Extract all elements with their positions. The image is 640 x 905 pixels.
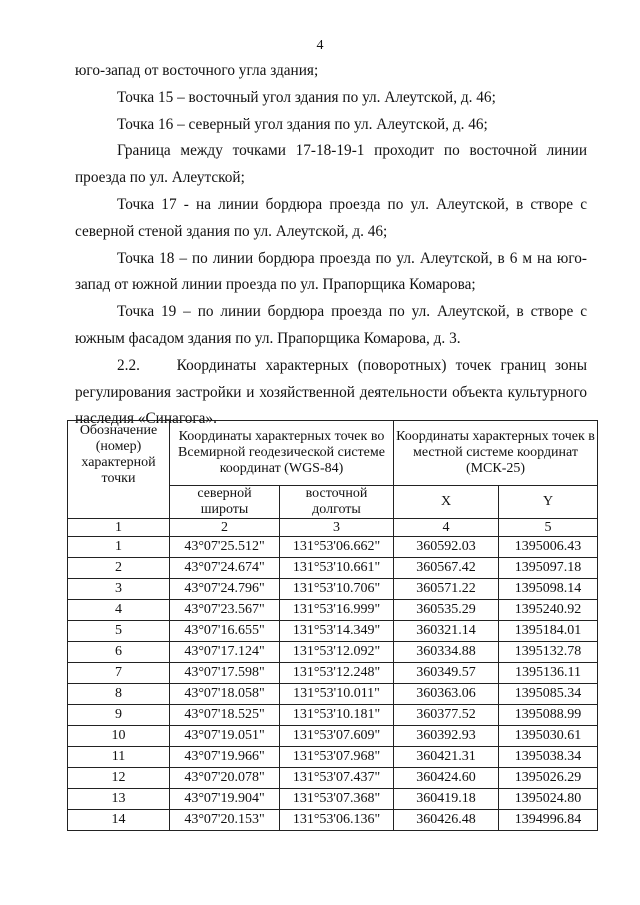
- cell-latitude: 43°07'19.051": [170, 726, 280, 747]
- cell-x: 360419.18: [394, 789, 499, 810]
- cell-y: 1395030.61: [499, 726, 598, 747]
- header-msk25: Координаты характерных точек в местной системе координат (МСК-25): [394, 421, 598, 486]
- cell-latitude: 43°07'23.567": [170, 600, 280, 621]
- cell-longitude: 131°53'10.181": [280, 705, 394, 726]
- cell-latitude: 43°07'18.525": [170, 705, 280, 726]
- column-number-row: [68, 519, 598, 537]
- cell-y: 1395136.11: [499, 663, 598, 684]
- table-row: [68, 642, 598, 663]
- cell-latitude: 43°07'17.598": [170, 663, 280, 684]
- header-wgs84: Координаты характерных точек во Всемирной геодезической системе координат (WGS-84): [170, 421, 394, 486]
- cell-latitude: 43°07'25.512": [170, 537, 280, 558]
- cell-longitude: 131°53'06.136": [280, 810, 394, 831]
- column-number: 3: [280, 519, 394, 537]
- paragraph-point-17: Точка 17 - на линии бордюра проезда по ул. Алеутской, в створе с северной стеной здания по ул. Алеутской, д. 46;: [75, 195, 587, 240]
- cell-latitude: 43°07'17.124": [170, 642, 280, 663]
- header-latitude: северной широты: [170, 486, 280, 519]
- table-row: [68, 705, 598, 726]
- table-row: [68, 537, 598, 558]
- cell-point-number: 14: [68, 810, 170, 831]
- cell-latitude: 43°07'20.078": [170, 768, 280, 789]
- cell-x: 360334.88: [394, 642, 499, 663]
- column-number: 4: [394, 519, 499, 537]
- cell-latitude: 43°07'24.796": [170, 579, 280, 600]
- table-row: [68, 789, 598, 810]
- cell-longitude: 131°53'12.092": [280, 642, 394, 663]
- column-number: 5: [499, 519, 598, 537]
- cell-latitude: 43°07'16.655": [170, 621, 280, 642]
- table-row: [68, 810, 598, 831]
- cell-y: 1395038.34: [499, 747, 598, 768]
- cell-longitude: 131°53'10.706": [280, 579, 394, 600]
- cell-x: 360535.29: [394, 600, 499, 621]
- cell-y: 1395132.78: [499, 642, 598, 663]
- coordinates-table: [67, 420, 598, 831]
- cell-point-number: 11: [68, 747, 170, 768]
- cell-x: 360424.60: [394, 768, 499, 789]
- cell-latitude: 43°07'18.058": [170, 684, 280, 705]
- cell-y: 1395088.99: [499, 705, 598, 726]
- paragraph-point-16: Точка 16 – северный угол здания по ул. Алеутской, д. 46;: [117, 115, 488, 133]
- cell-x: 360592.03: [394, 537, 499, 558]
- cell-x: 360426.48: [394, 810, 499, 831]
- cell-x: 360421.31: [394, 747, 499, 768]
- cell-longitude: 131°53'14.349": [280, 621, 394, 642]
- cell-point-number: 12: [68, 768, 170, 789]
- paragraph-point-19: Точка 19 – по линии бордюра проезда по ул. Алеутской, в створе с южным фасадом здания по ул. Прапорщика Комарова, д. 3.: [75, 303, 587, 347]
- cell-point-number: 3: [68, 579, 170, 600]
- cell-y: 1394996.84: [499, 810, 598, 831]
- cell-longitude: 131°53'06.662": [280, 537, 394, 558]
- table-row: [68, 600, 598, 621]
- cell-y: 1395098.14: [499, 579, 598, 600]
- column-number: 1: [68, 519, 170, 537]
- cell-longitude: 131°53'07.968": [280, 747, 394, 768]
- cell-latitude: 43°07'24.674": [170, 558, 280, 579]
- cell-longitude: 131°53'07.609": [280, 726, 394, 747]
- header-point-designation: Обозначение (номер) характерной точки: [68, 421, 170, 519]
- cell-point-number: 2: [68, 558, 170, 579]
- cell-longitude: 131°53'16.999": [280, 600, 394, 621]
- table-row: [68, 726, 598, 747]
- table-row: [68, 579, 598, 600]
- paragraph-point-18: Точка 18 – по линии бордюра проезда по ул. Алеутской, в 6 м на юго-запад от южной линии проезда по ул. Прапорщика Комарова;: [75, 249, 587, 294]
- cell-x: 360321.14: [394, 621, 499, 642]
- cell-x: 360377.52: [394, 705, 499, 726]
- cell-y: 1395085.34: [499, 684, 598, 705]
- cell-y: 1395240.92: [499, 600, 598, 621]
- cell-y: 1395026.29: [499, 768, 598, 789]
- table-row: [68, 663, 598, 684]
- cell-point-number: 1: [68, 537, 170, 558]
- cell-point-number: 4: [68, 600, 170, 621]
- cell-point-number: 7: [68, 663, 170, 684]
- paragraph-continuation: юго-запад от восточного угла здания;: [75, 62, 319, 79]
- cell-y: 1395184.01: [499, 621, 598, 642]
- cell-point-number: 5: [68, 621, 170, 642]
- table-row: [68, 621, 598, 642]
- cell-point-number: 13: [68, 789, 170, 810]
- cell-latitude: 43°07'20.153": [170, 810, 280, 831]
- table-header-row: [68, 421, 598, 486]
- cell-x: 360349.57: [394, 663, 499, 684]
- paragraph-point-15: Точка 15 – восточный угол здания по ул. Алеутской, д. 46;: [117, 88, 496, 106]
- table-row: [68, 558, 598, 579]
- cell-x: 360567.42: [394, 558, 499, 579]
- cell-longitude: 131°53'10.661": [280, 558, 394, 579]
- table-row: [68, 684, 598, 705]
- cell-longitude: 131°53'07.368": [280, 789, 394, 810]
- cell-point-number: 8: [68, 684, 170, 705]
- table-row: [68, 747, 598, 768]
- cell-x: 360392.93: [394, 726, 499, 747]
- header-y: Y: [499, 486, 598, 519]
- paragraph-boundary-17-18-19-1: Граница между точками 17-18-19-1 проходит по восточной линии проезда по ул. Алеутской;: [75, 142, 587, 187]
- cell-longitude: 131°53'12.248": [280, 663, 394, 684]
- cell-latitude: 43°07'19.966": [170, 747, 280, 768]
- cell-longitude: 131°53'10.011": [280, 684, 394, 705]
- cell-point-number: 6: [68, 642, 170, 663]
- cell-latitude: 43°07'19.904": [170, 789, 280, 810]
- cell-point-number: 10: [68, 726, 170, 747]
- cell-longitude: 131°53'07.437": [280, 768, 394, 789]
- column-number: 2: [170, 519, 280, 537]
- table-row: [68, 768, 598, 789]
- cell-x: 360571.22: [394, 579, 499, 600]
- cell-y: 1395006.43: [499, 537, 598, 558]
- section-heading-2-2: 2.2. Координаты характерных (поворотных) точек границ зоны регулирования застройки и хозяйственной деятельности объекта культурного наследия «Синагога».: [75, 356, 591, 428]
- document-body: [75, 58, 591, 433]
- cell-y: 1395024.80: [499, 789, 598, 810]
- cell-x: 360363.06: [394, 684, 499, 705]
- header-longitude: восточной долготы: [280, 486, 394, 519]
- page-number: 4: [316, 38, 324, 53]
- cell-y: 1395097.18: [499, 558, 598, 579]
- cell-point-number: 9: [68, 705, 170, 726]
- header-x: X: [394, 486, 499, 519]
